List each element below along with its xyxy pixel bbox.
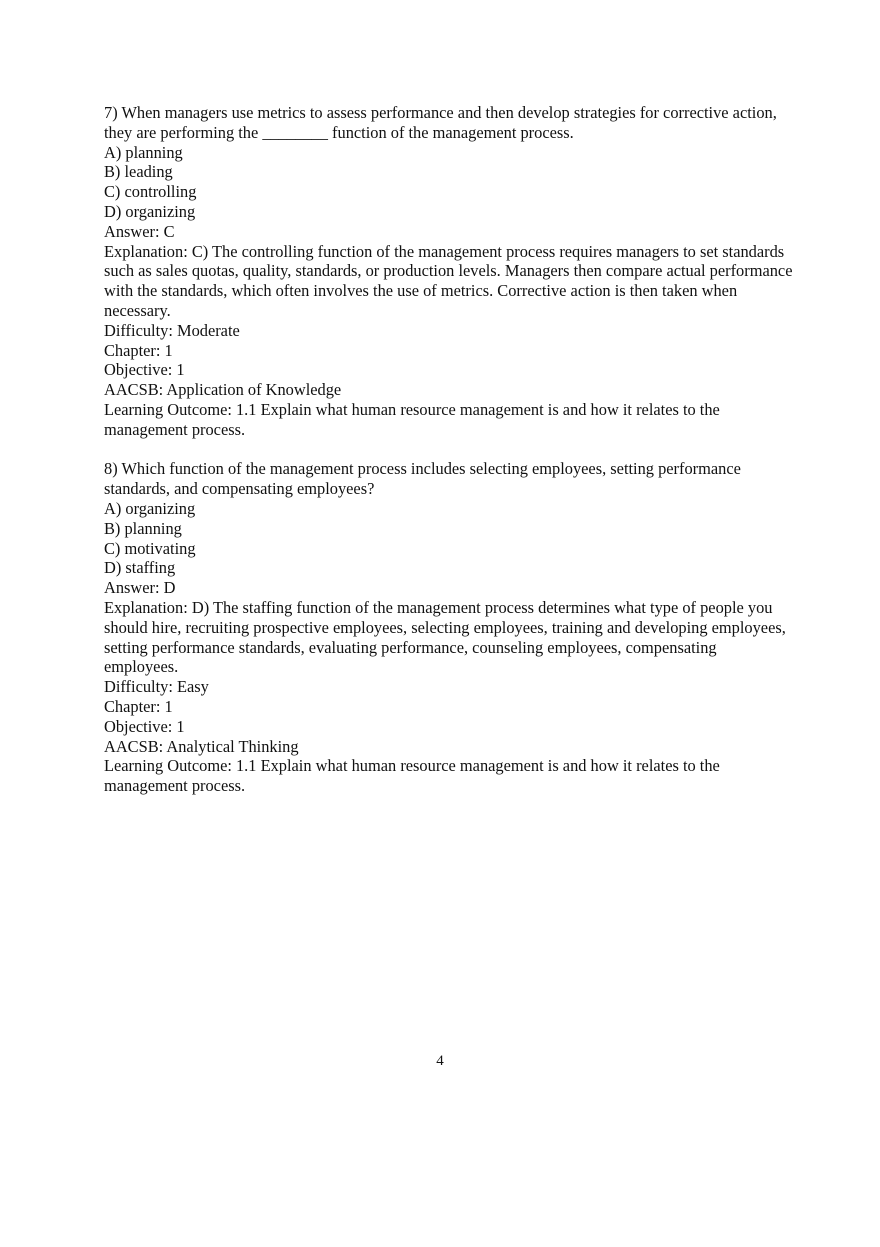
option-a: A) planning	[104, 142, 183, 162]
question-stem: 8) Which function of the management process includes selecting employees, setting performance standards, and compensating employees?	[104, 459, 741, 499]
aacsb: AACSB: Analytical Thinking	[104, 736, 299, 756]
learning-outcome: Learning Outcome: 1.1 Explain what human resource management is and how it relates to the management process.	[104, 756, 720, 796]
option-d: D) staffing	[104, 558, 176, 578]
option-c: C) motivating	[104, 538, 196, 558]
chapter: Chapter: 1	[104, 696, 173, 716]
option-b: B) leading	[104, 162, 173, 182]
explanation: Explanation: D) The staffing function of the management process determines what type of people you should hire, recruiting prospective employees, selecting employees, training and developing employees, setting performance standards, evaluating performance, counseling employees, compensating employees.	[104, 597, 786, 677]
aacsb: AACSB: Application of Knowledge	[104, 380, 342, 400]
difficulty: Difficulty: Moderate	[104, 320, 240, 340]
answer: Answer: C	[104, 221, 175, 241]
option-d: D) organizing	[104, 201, 196, 221]
document-page	[104, 103, 794, 796]
difficulty: Difficulty: Easy	[104, 677, 209, 697]
objective: Objective: 1	[104, 716, 185, 736]
explanation: Explanation: C) The controlling function of the management process requires managers to set standards such as sales quotas, quality, standards, or production levels. Managers then compare actual performance with the standards, which often involves the use of metrics. Corrective action is then taken when necessary.	[104, 241, 793, 320]
option-a: A) organizing	[104, 498, 196, 518]
question-stem: 7) When managers use metrics to assess performance and then develop strategies for corrective action, they are performing the ________ function of the management process.	[104, 103, 777, 142]
objective: Objective: 1	[104, 360, 185, 380]
learning-outcome: Learning Outcome: 1.1 Explain what human resource management is and how it relates to the management process.	[104, 399, 720, 439]
question-7	[104, 103, 794, 440]
page-number: 4	[436, 1053, 444, 1069]
answer: Answer: D	[104, 578, 176, 598]
option-c: C) controlling	[104, 182, 197, 202]
question-8	[104, 459, 794, 796]
option-b: B) planning	[104, 518, 182, 538]
chapter: Chapter: 1	[104, 340, 173, 360]
